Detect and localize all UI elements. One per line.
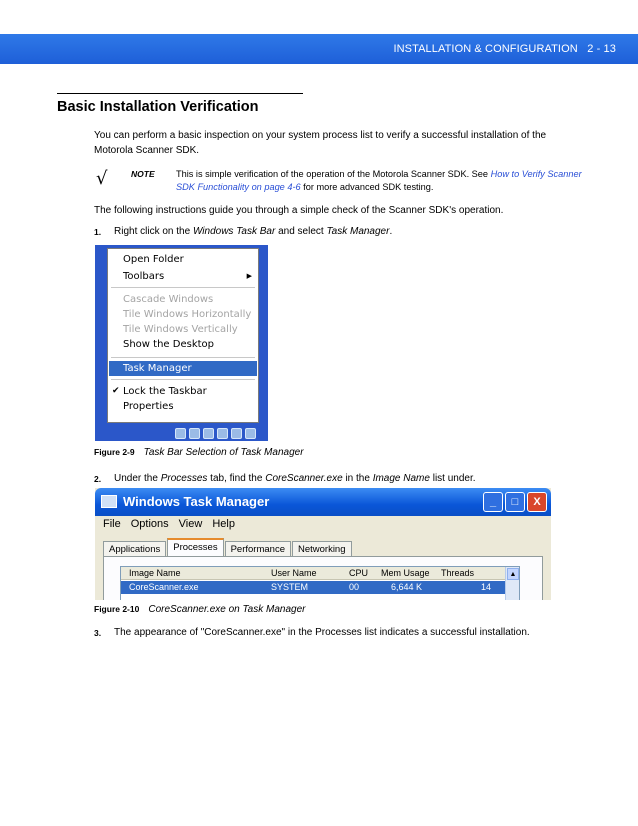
menu-item-label: Tile Windows Horizontally bbox=[123, 309, 252, 320]
maximize-button[interactable]: □ bbox=[505, 492, 525, 512]
step-emphasis: CoreScanner.exe bbox=[265, 473, 343, 484]
menu-item-task-manager[interactable] bbox=[109, 361, 257, 376]
tray-icon[interactable] bbox=[203, 428, 214, 439]
cell-cpu: 00 bbox=[349, 582, 360, 592]
step-text-part: and select bbox=[275, 226, 327, 237]
step-emphasis: Task Manager bbox=[326, 226, 390, 237]
step-text bbox=[114, 472, 476, 486]
menu-item-label: Task Manager bbox=[123, 363, 192, 374]
tab-applications[interactable]: Applications bbox=[103, 541, 166, 557]
step-text-part: Right click on the bbox=[114, 226, 193, 237]
menu-separator bbox=[111, 357, 255, 358]
tab-performance[interactable]: Performance bbox=[225, 541, 291, 557]
task-manager-titlebar bbox=[95, 488, 551, 516]
menu-help[interactable]: Help bbox=[212, 518, 235, 530]
step-emphasis: Windows Task Bar bbox=[192, 226, 276, 237]
figure-caption bbox=[94, 604, 306, 615]
task-manager-screenshot bbox=[95, 488, 551, 600]
close-button[interactable]: X bbox=[527, 492, 547, 512]
menu-separator bbox=[111, 287, 255, 288]
checkmark-icon: √ bbox=[96, 168, 108, 189]
note-text-before: This is simple verification of the operation of the Motorola Scanner SDK. See bbox=[176, 169, 491, 179]
step-emphasis: Processes bbox=[160, 473, 208, 484]
tray-icon[interactable] bbox=[217, 428, 228, 439]
column-image-name[interactable]: Image Name bbox=[129, 568, 181, 578]
column-cpu[interactable]: CPU bbox=[349, 568, 369, 578]
context-menu bbox=[107, 248, 259, 423]
step-text-part: tab, find the bbox=[207, 473, 266, 484]
menu-bar bbox=[103, 518, 235, 530]
processes-panel bbox=[103, 556, 543, 600]
tab-networking[interactable]: Networking bbox=[292, 541, 352, 557]
step-text-part: list under. bbox=[429, 473, 476, 484]
tab-processes[interactable]: Processes bbox=[167, 538, 223, 557]
header-section: INSTALLATION & CONFIGURATION bbox=[393, 43, 578, 55]
column-user-name[interactable]: User Name bbox=[271, 568, 317, 578]
menu-item-label: Toolbars bbox=[123, 271, 165, 282]
menu-item-label: Cascade Windows bbox=[123, 294, 214, 305]
tab-strip bbox=[103, 538, 353, 557]
note-link[interactable]: How to Verify Scanner SDK Functionality on page 4-6 bbox=[176, 169, 582, 192]
menu-item-label: Show the Desktop bbox=[123, 339, 214, 350]
step-text-part: Under the bbox=[114, 473, 161, 484]
menu-item-label: Open Folder bbox=[123, 254, 184, 265]
page-header-bar bbox=[0, 34, 638, 64]
page-header-text bbox=[393, 43, 616, 55]
monitor-icon bbox=[101, 495, 117, 508]
menu-separator bbox=[111, 379, 255, 380]
step-text-part: in the bbox=[342, 473, 373, 484]
menu-item-lock-taskbar[interactable] bbox=[109, 384, 257, 399]
tray-icon[interactable] bbox=[175, 428, 186, 439]
tray-icon[interactable] bbox=[245, 428, 256, 439]
menu-view[interactable]: View bbox=[178, 518, 203, 530]
step-number: 1. bbox=[94, 227, 102, 237]
table-row[interactable] bbox=[121, 581, 506, 594]
cell-threads: 14 bbox=[481, 582, 492, 592]
step-emphasis: Image Name bbox=[372, 473, 430, 484]
menu-options[interactable]: Options bbox=[130, 518, 169, 530]
menu-item-label: Lock the Taskbar bbox=[123, 386, 207, 397]
window-title: Windows Task Manager bbox=[123, 494, 270, 509]
step-number: 3. bbox=[94, 628, 102, 638]
column-threads[interactable]: Threads bbox=[441, 568, 475, 578]
checkmark-icon: ✔ bbox=[112, 386, 120, 396]
menu-item-tile-horizontally[interactable] bbox=[109, 307, 257, 322]
menu-item-label: Properties bbox=[123, 401, 174, 412]
vertical-scrollbar[interactable] bbox=[505, 567, 519, 600]
figure-caption bbox=[94, 447, 304, 458]
menu-item-properties[interactable] bbox=[109, 399, 257, 414]
minimize-button[interactable]: _ bbox=[483, 492, 503, 512]
step-text: The appearance of "CoreScanner.exe" in the Processes list indicates a successful installation. bbox=[114, 627, 530, 638]
column-mem-usage[interactable]: Mem Usage bbox=[381, 568, 430, 578]
menu-file[interactable]: File bbox=[103, 518, 121, 530]
cell-user-name: SYSTEM bbox=[271, 582, 309, 592]
process-list bbox=[120, 566, 520, 600]
figure-title: Task Bar Selection of Task Manager bbox=[143, 447, 304, 458]
intro-paragraph: You can perform a basic inspection on your system process list to verify a successful installation of the Motorola Scanner SDK. bbox=[94, 130, 547, 156]
note-label: NOTE bbox=[131, 169, 155, 179]
guide-paragraph: The following instructions guide you through a simple check of the Scanner SDK's operation. bbox=[94, 205, 504, 216]
figure-title: CoreScanner.exe on Task Manager bbox=[148, 604, 306, 615]
step-number: 2. bbox=[94, 474, 102, 484]
figure-label: Figure 2-9 bbox=[94, 447, 135, 457]
scroll-up-icon[interactable]: ▲ bbox=[507, 568, 519, 580]
menu-item-open-folder[interactable] bbox=[109, 252, 257, 267]
step-text bbox=[114, 225, 392, 239]
section-rule bbox=[57, 93, 303, 94]
section-title: Basic Installation Verification bbox=[57, 99, 259, 115]
system-tray bbox=[175, 426, 265, 440]
taskbar-menu-screenshot bbox=[95, 245, 268, 441]
cell-mem-usage: 6,644 K bbox=[391, 582, 423, 592]
table-header bbox=[121, 567, 506, 580]
submenu-arrow-icon: ▶ bbox=[246, 272, 252, 280]
note-text-after: for more advanced SDK testing. bbox=[300, 181, 434, 192]
menu-item-tile-vertically[interactable] bbox=[109, 322, 257, 337]
menu-item-show-desktop[interactable] bbox=[109, 337, 257, 352]
tray-icon[interactable] bbox=[231, 428, 242, 439]
menu-item-label: Tile Windows Vertically bbox=[123, 324, 238, 335]
menu-item-toolbars[interactable] bbox=[109, 269, 257, 284]
tray-icon[interactable] bbox=[189, 428, 200, 439]
figure-label: Figure 2-10 bbox=[94, 604, 140, 614]
note-text bbox=[176, 168, 596, 193]
step-text-part: . bbox=[389, 226, 393, 237]
cell-image-name: CoreScanner.exe bbox=[129, 582, 199, 592]
header-page-number: 2 - 13 bbox=[587, 43, 616, 55]
menu-item-cascade-windows[interactable] bbox=[109, 292, 257, 307]
